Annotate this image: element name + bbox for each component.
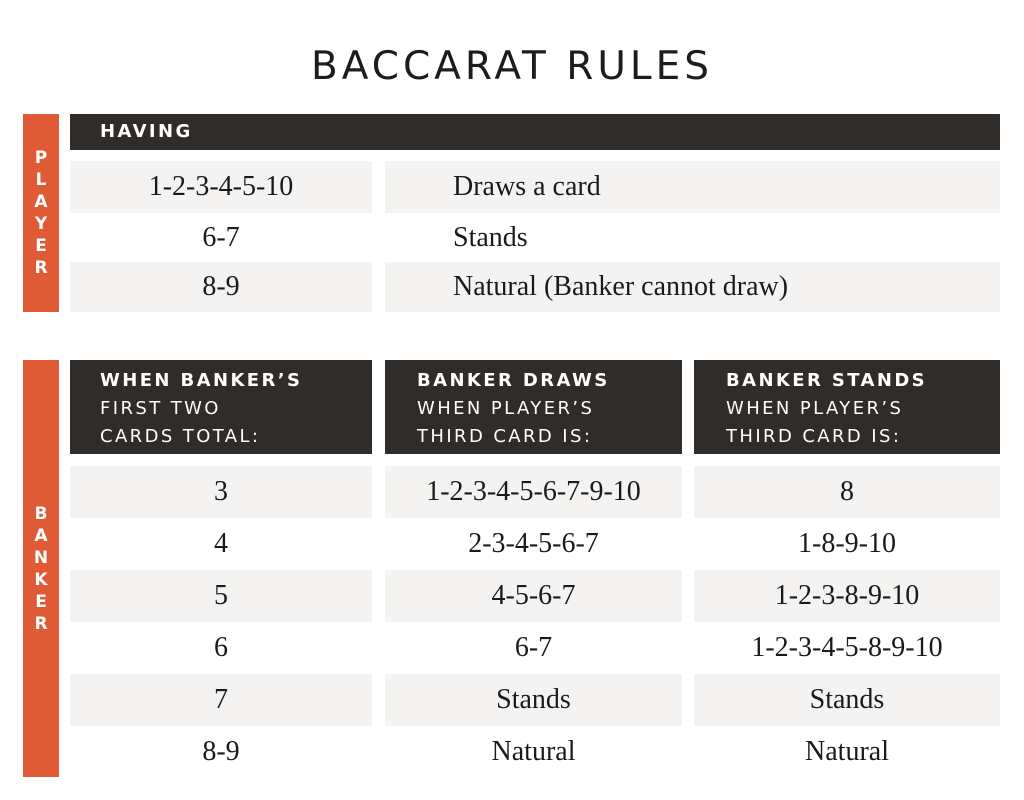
banker-total-cell: 5 [70, 570, 372, 622]
player-result-cell: Draws a card [385, 161, 1000, 213]
banker-side-letter: B [34, 503, 48, 524]
banker-side-letter: N [33, 547, 49, 568]
banker-stands-cell: 1-8-9-10 [798, 528, 896, 559]
player-side-letter: P [34, 148, 48, 168]
banker-header-line: CARDS TOTAL: [100, 426, 261, 447]
player-side-label [23, 114, 59, 312]
player-side-letter: A [34, 192, 48, 212]
banker-header-bold: BANKER STANDS [726, 370, 928, 391]
banker-header-line: WHEN PLAYER’S [417, 398, 595, 419]
banker-header-line: THIRD CARD IS: [417, 426, 593, 447]
banker-draws-cell: 6-7 [514, 632, 553, 663]
banker-total-cell: 4 [214, 528, 228, 559]
page-title: BACCARAT RULES [310, 44, 714, 89]
player-having-cell: 6-7 [202, 222, 240, 253]
banker-header-total [70, 360, 372, 454]
banker-side-letter: E [35, 591, 47, 612]
banker-draws-cell: 4-5-6-7 [385, 570, 682, 622]
player-side-letter: R [34, 258, 48, 278]
banker-draws-cell: 1-2-3-4-5-6-7-9-10 [385, 466, 682, 518]
banker-header-bold: WHEN BANKER’S [100, 370, 303, 391]
banker-header-line: FIRST TWO [100, 398, 221, 419]
banker-draws-cell: Stands [385, 674, 682, 726]
player-having-cell: 1-2-3-4-5-10 [70, 161, 372, 213]
banker-stands-cell: 1-2-3-8-9-10 [694, 570, 1000, 622]
player-result-cell: Stands [453, 222, 528, 253]
banker-side-letter: R [34, 613, 48, 634]
banker-stands-cell: 1-2-3-4-5-8-9-10 [751, 632, 943, 663]
banker-stands-cell: Natural [805, 735, 889, 767]
player-side-letter: L [35, 170, 47, 190]
banker-side-label [23, 360, 59, 777]
banker-stands-cell: 8 [694, 466, 1000, 518]
player-header-label: HAVING [100, 121, 193, 142]
banker-header-line: THIRD CARD IS: [726, 426, 902, 447]
banker-total-cell: 8-9 [202, 735, 240, 767]
banker-total-cell: 3 [70, 466, 372, 518]
banker-header-stands [694, 360, 1000, 454]
banker-draws-cell: Natural [491, 735, 576, 767]
banker-side-letter: K [34, 569, 48, 590]
player-result-cell: Natural (Banker cannot draw) [385, 262, 1000, 312]
player-header [70, 114, 1000, 150]
banker-draws-cell: 2-3-4-5-6-7 [468, 528, 599, 559]
banker-header-bold: BANKER DRAWS [417, 370, 610, 391]
player-having-cell: 8-9 [70, 262, 372, 312]
player-side-letter: Y [34, 214, 48, 234]
banker-header-draws [385, 360, 682, 454]
banker-total-cell: 6 [214, 632, 228, 663]
banker-header-line: WHEN PLAYER’S [726, 398, 904, 419]
player-side-letter: E [35, 236, 47, 256]
banker-total-cell: 7 [70, 674, 372, 726]
banker-stands-cell: Stands [694, 674, 1000, 726]
banker-side-letter: A [34, 525, 48, 546]
